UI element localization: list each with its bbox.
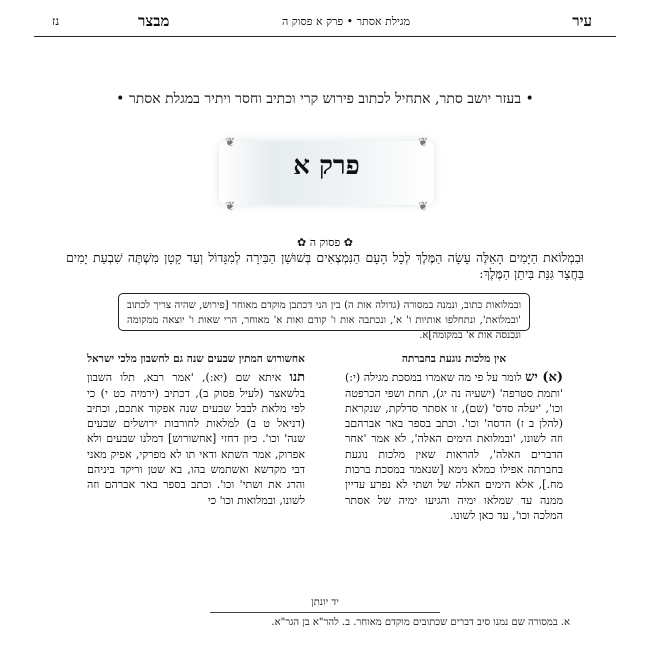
- running-head-location: מגילת אסתר • פרק א פסוק ה: [281, 15, 410, 28]
- running-head-commentary-title: מבצר: [138, 12, 170, 30]
- commentary-column-left: [87, 352, 305, 508]
- column-heading: אחשורוש המתין שבעים שנה גם לחשבון מלכי ישראל: [87, 353, 305, 365]
- masorah-note-box: [118, 293, 530, 341]
- footnotes: א. במסורה שם נמנו סיב דברים שכתובים מוקדם מאוחר. ב. להר"א בן הגר"א.: [271, 617, 570, 628]
- column-lead-word: (א) יש: [525, 370, 563, 386]
- column-lead-word: תנו: [289, 370, 305, 386]
- footnote-divider: [210, 612, 440, 613]
- commentary-column-right: [345, 352, 563, 523]
- verse-text: וּבִמְלוֹאת הַיָּמִים הָאֵלֶּה עָשָׂה הַמֶּלֶךְ לְכָל הָעָם הַנִּמְצְאִים בְּשׁוּשַׁן הַבִּירָה לְמִגָּדוֹל וְעַד קָטָן מִשְׁתֶּה שִׁבְעַת יָמִים בַּחֲצַר גִּנַּת בִּיתַן הַמֶּלֶךְ:: [66, 250, 584, 281]
- flourish-icon: ❦: [225, 135, 236, 149]
- column-body-text: לומר על פי מה שאמרו במסכת מגילה (י:) 'ותמת סטרפה' (ישעיה נה יג), תחת ושפי הכרפטה וכו', 'יעלה סדס' (שם), זו אסתר סדלקת, שנקראת (להלן ב ז) הדסה' וכו'. וכתב בספר באר אברהםב וזה לשונו, 'ובמלואת הימים האלה', לא אמר 'אחר הדברים האלה', להראות שאין מלכות נוגעת בחברתה אפילו כמלא נימא [שנאמר במסכת ברכות מח.], אלא הימים האלה של ושתי לא נפרע עדיין ממנה עד שמלאו ימיה והגיעו ימיה של אסתר המלכה וכו', עד כאן לשונו.: [345, 371, 563, 522]
- intro-line: • בעזר יושב סתר, אתחיל לכתוב פירוש קרי וכתיב וחסר ויתיר במגלת אסתר •: [116, 91, 534, 107]
- footnote-section-heading: יד יונתן: [311, 597, 339, 608]
- page-number: נז: [52, 14, 60, 28]
- chapter-title: פרק א: [293, 151, 360, 181]
- column-body-text: איתא שם (יא:), 'אמר רבא, תלו השבון בלשאצר (לעיל פסוק ב), דכתיב (ירמיה כט י) כי לפי מלאת לבבל שבעים שנה אפקוד אתכם, וכתיב (דניאל ט ב) למלאות לחורבות ירושלים שבעים שנה' וכו'. כיון דחזי [אחשורוש] דמלנו שבעים ולא אפרוק, אמר השתא ודאי תו לא מפרקי, אפיק מאני דבי מקדשא ואשתמש בהו, בא שטן וריקד ביניהם והרג את ושתי' וכו'. וכתב בספר באר אברהם וזה לשונו, ובמלואות וכו' כי: [87, 371, 305, 507]
- verse-label: ✿ פסוק ה ✿: [297, 236, 353, 249]
- running-head-book-title: עיר: [572, 12, 592, 30]
- masorah-note-text: ובמלואות כתוב, ונמנה במסורה (גדולה אות ה) בין הני דכתבן מוקדם מאוחר [פירוש, שהיה צריך לכתוב 'ובמלואת', ונתחלפו אותיות ו' א', ונכתבה אות ו' קודם ואות א' מאוחר, הרי שאות ו' יוצאה ממקומה ונכנסה אות א' במקומה]א.: [127, 300, 521, 341]
- header-divider: [34, 36, 616, 37]
- flourish-icon: ❦: [225, 199, 236, 213]
- chapter-heading-box: [219, 135, 434, 213]
- column-heading: אין מלכות נוגעת בחברתה: [401, 353, 507, 365]
- running-head: [40, 10, 610, 32]
- flourish-icon: ❦: [417, 199, 428, 213]
- flourish-icon: ❦: [417, 135, 428, 149]
